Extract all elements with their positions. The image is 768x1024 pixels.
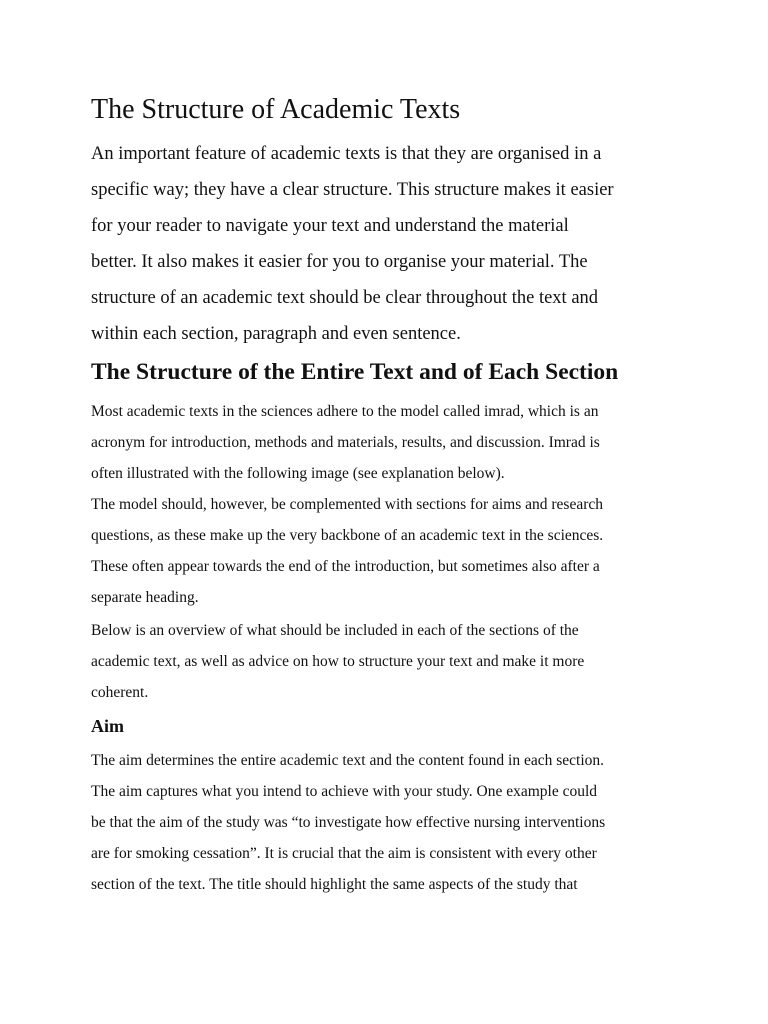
paragraph-line: The model should, however, be complemented with sections for aims and research [91,496,604,513]
intro-line: for your reader to navigate your text and understand the material [91,216,569,236]
section-heading: The Structure of the Entire Text and of Each Section [91,359,619,385]
paragraph-line: coherent. [91,684,149,701]
aim-heading: Aim [91,716,124,736]
aim-paragraph [91,745,681,900]
paragraph-line: are for smoking cessation”. It is crucial that the aim is consistent with every other [91,845,597,862]
paragraph-line: These often appear towards the end of the introduction, but sometimes also after a [91,558,600,575]
intro-line: An important feature of academic texts is that they are organised in a [91,144,602,164]
intro-line: better. It also makes it easier for you to organise your material. The [91,252,588,272]
intro-line: within each section, paragraph and even sentence. [91,324,461,344]
paragraph-line: section of the text. The title should highlight the same aspects of the study that [91,876,578,893]
paragraph-line: separate heading. [91,589,199,606]
overview-paragraph [91,615,681,708]
paragraph-line: Most academic texts in the sciences adhere to the model called imrad, which is an [91,403,599,420]
model-complement-paragraph [91,489,681,613]
paragraph-line: acronym for introduction, methods and materials, results, and discussion. Imrad is [91,434,600,451]
paragraph-line: often illustrated with the following image (see explanation below). [91,465,505,482]
intro-line: structure of an academic text should be clear throughout the text and [91,288,599,308]
paragraph-line: Below is an overview of what should be included in each of the sections of the [91,622,579,639]
paragraph-line: The aim determines the entire academic text and the content found in each section. [91,752,605,769]
paragraph-line: The aim captures what you intend to achieve with your study. One example could [91,783,598,800]
paragraph-line: questions, as these make up the very backbone of an academic text in the sciences. [91,527,604,544]
paragraph-line: academic text, as well as advice on how to structure your text and make it more [91,653,585,670]
intro-line: specific way; they have a clear structure. This structure makes it easier [91,180,614,200]
intro-paragraph [91,136,671,352]
imrad-paragraph [91,396,681,489]
document-title: The Structure of Academic Texts [91,94,461,125]
paragraph-line: be that the aim of the study was “to investigate how effective nursing interventions [91,814,606,831]
